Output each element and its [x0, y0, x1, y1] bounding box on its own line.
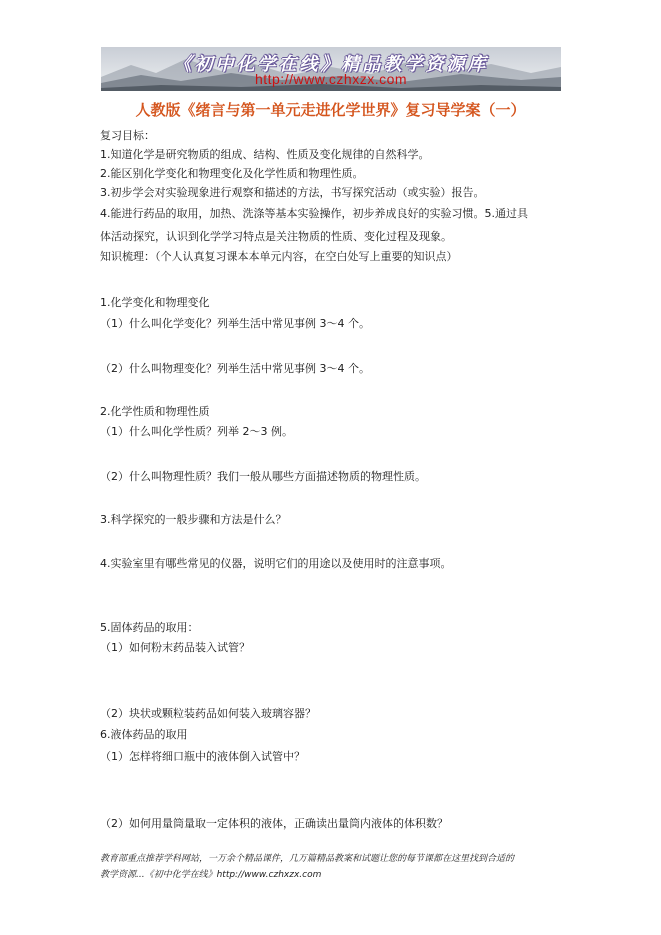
objective-item: 1.知道化学是研究物质的组成、结构、性质及变化规律的自然科学。	[100, 148, 430, 161]
topic-heading: 5.固体药品的取用：	[100, 621, 199, 634]
question-item: （1）什么叫化学变化？列举生活中常见事例 3～4 个。	[100, 317, 370, 330]
question-item: （1）什么叫化学性质？列举 2～3 例。	[100, 425, 293, 438]
banner-url[interactable]: http://www.czhxzx.com	[254, 71, 408, 87]
footer-note-link[interactable]: 教学资源...《初中化学在线》http://www.czhxzx.com	[100, 870, 322, 880]
topic-heading: 4.实验室里有哪些常见的仪器，说明它们的用途以及使用时的注意事项。	[100, 557, 452, 570]
section-heading-objectives: 复习目标：	[100, 129, 155, 142]
objective-item: 2.能区别化学变化和物理变化及化学性质和物理性质。	[100, 167, 364, 180]
footer-note: 教育部重点推荐学科网站，一万余个精品课件，几万篇精品教案和试题让您的每节课都在这里找到合适的	[100, 854, 515, 864]
objective-item-continued: 体活动探究，认识到化学学习特点是关注物质的性质、变化过程及现象。	[100, 230, 452, 243]
banner-title: 《初中化学在线》精品教学资源库	[173, 54, 489, 75]
objective-item: 4.能进行药品的取用，加热、洗涤等基本实验操作，初步养成良好的实验习惯。5.通过具	[100, 207, 528, 220]
topic-heading: 6.液体药品的取用	[100, 728, 188, 741]
header-banner	[101, 47, 561, 91]
question-item: （1）如何粉末药品装入试管？	[100, 641, 250, 654]
topic-heading: 2.化学性质和物理性质	[100, 405, 210, 418]
topic-heading: 3.科学探究的一般步骤和方法是什么？	[100, 513, 287, 526]
objective-item: 3.初步学会对实验现象进行观察和描述的方法，书写探究活动（或实验）报告。	[100, 186, 485, 199]
section-heading-knowledge: 知识梳理：（个人认真复习课本本单元内容，在空白处写上重要的知识点）	[100, 250, 458, 263]
question-item: （1）怎样将细口瓶中的液体倒入试管中？	[100, 750, 305, 763]
question-item: （2）如何用量筒量取一定体积的液体，正确读出量筒内液体的体积数？	[100, 817, 448, 830]
topic-heading: 1.化学变化和物理变化	[100, 296, 210, 309]
question-item: （2）什么叫物理变化？列举生活中常见事例 3～4 个。	[100, 362, 370, 375]
document-title: 人教版《绪言与第一单元走进化学世界》复习导学案（一）	[135, 101, 526, 119]
question-item: （2）块状或颗粒装药品如何装入玻璃容器？	[100, 707, 316, 720]
question-item: （2）什么叫物理性质？我们一般从哪些方面描述物质的物理性质。	[100, 470, 426, 483]
